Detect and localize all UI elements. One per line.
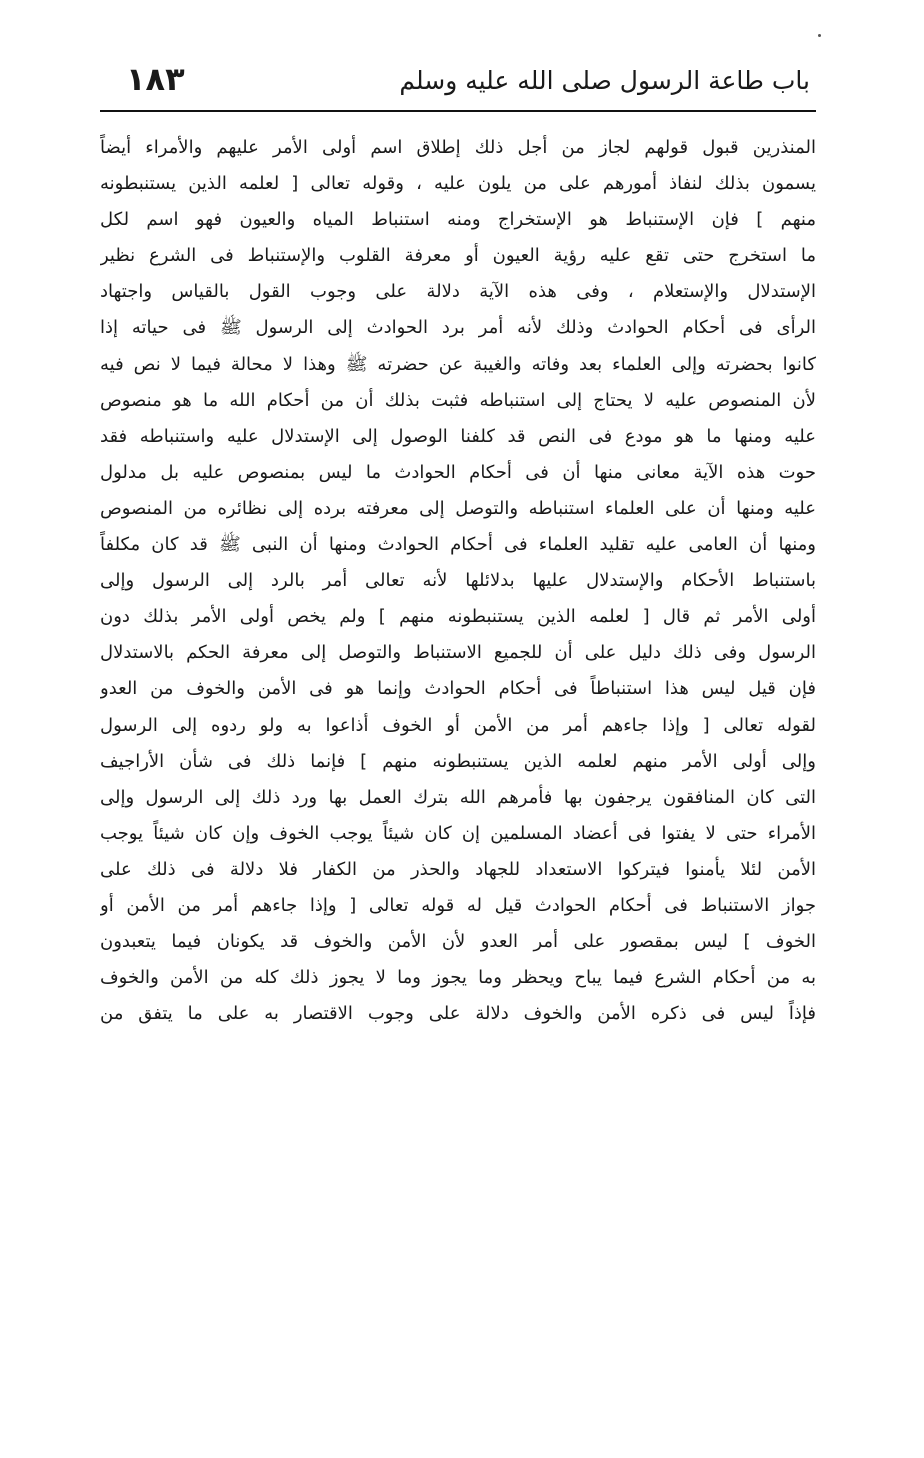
text-line: وإلى أولى الأمر منهم لعلمه الذين يستنبطونه منهم ] فإنما ذلك فى شأن الأراجيف	[100, 750, 816, 772]
header-rule	[100, 110, 816, 112]
text-line: المنذرين قبول قولهم لجاز من أجل ذلك إطلاق اسم أولى الأمر عليهم والأمراء أيضاً	[100, 137, 816, 158]
text-line: الخوف ] ليس بمقصور على أمر العدو لأن الأمن والخوف قد يكونان فيما يتعبدون	[100, 931, 816, 953]
print-speck	[818, 34, 821, 37]
text-line: الإستدلال والإستعلام ، وفى هذه الآية دلالة على وجوب القول بالقياس واجتهاد	[100, 281, 816, 303]
text-line: كانوا بحضرته وإلى العلماء بعد وفاته والغيبة عن حضرته ﷺ وهذا لا محالة فيما لا نص فيه	[100, 353, 816, 375]
text-line: فإن قيل ليس هذا استنباطاً فى أحكام الحوادث وإنما هو فى الأمن والخوف من العدو	[100, 678, 816, 700]
text-line: أولى الأمر ثم قال [ لعلمه الذين يستنبطونه منهم ] ولم يخص أولى الأمر بذلك دون	[100, 606, 816, 628]
text-line: لأن المنصوص عليه لا يحتاج إلى استنباطه فثبت بذلك أن من أحكام الله ما هو منصوص	[100, 389, 816, 411]
text-line: عليه ومنها أن على العلماء استنباطه والتوصل إلى معرفته برده إلى نظائره من المنصوص	[100, 497, 816, 519]
text-line: جواز الاستنباط فى أحكام الحوادث قيل له قوله تعالى [ وإذا جاءهم أمر من الأمن أو	[100, 894, 816, 916]
text-line: به من أحكام الشرع فيما يباح ويحظر وما يجوز وما لا يجوز ذلك كله من الأمن والخوف	[100, 967, 816, 989]
text-line: يسمون بذلك لنفاذ أمورهم على من يلون عليه ، وقوله تعالى [ لعلمه الذين يستنبطونه	[100, 173, 816, 195]
text-line: لقوله تعالى [ وإذا جاءهم أمر من الأمن أو الخوف أذاعوا به ولو ردوه إلى الرسول	[100, 714, 816, 736]
text-line: الرسول وفى ذلك دليل على أن للجميع الاستنباط والتوصل إلى معرفة الحكم بالاستدلال	[100, 642, 816, 664]
text-line: فإذاً ليس فى ذكره الأمن والخوف دلالة على وجوب الاقتصار به على ما يتفق من	[100, 1003, 816, 1025]
text-line: الأمن لئلا يأمنوا فيتركوا الاستعداد للجهاد والحذر من الكفار فلا دلالة فى ذلك على	[100, 858, 816, 880]
text-line: منهم ] فإن الإستنباط هو الإستخراج ومنه استنباط المياه والعيون فهو اسم لكل	[100, 209, 816, 231]
text-line: ومنها أن العامى عليه تقليد العلماء فى أحكام الحوادث ومنها أن النبى ﷺ قد كان مكلفاً	[100, 534, 816, 556]
text-line: باستنباط الأحكام والإستدلال عليها بدلائلها لأنه تعالى أمر بالرد إلى الرسول وإلى	[100, 570, 816, 592]
text-line: حوت هذه الآية معانى منها أن فى أحكام الحوادث ما ليس بمنصوص عليه بل مدلول	[100, 461, 816, 483]
text-line: الرأى فى أحكام الحوادث وذلك لأنه أمر برد الحوادث إلى الرسول ﷺ فى حياته إذا	[100, 317, 816, 339]
text-line: التى كان المنافقون يرجفون بها فأمرهم الله بترك العمل بها ورد ذلك إلى الرسول وإلى	[100, 786, 816, 808]
page-number: ١٨٣	[126, 60, 185, 98]
running-head	[100, 58, 816, 110]
chapter-title: باب طاعة الرسول صلى الله عليه وسلم	[399, 66, 810, 95]
body-text	[100, 130, 816, 1032]
text-line: عليه ومنها ما هو مودع فى النص قد كلفنا الوصول إلى الإستدلال عليه واستنباطه فقد	[100, 425, 816, 447]
text-line: ما استخرج حتى تقع عليه رؤية العيون أو معرفة القلوب والإستنباط فى الشرع نظير	[100, 245, 816, 267]
text-line: الأمراء حتى لا يفتوا فى أعضاد المسلمين إن كان شيئاً يوجب الخوف وإن كان شيئاً يوجب	[100, 822, 816, 844]
